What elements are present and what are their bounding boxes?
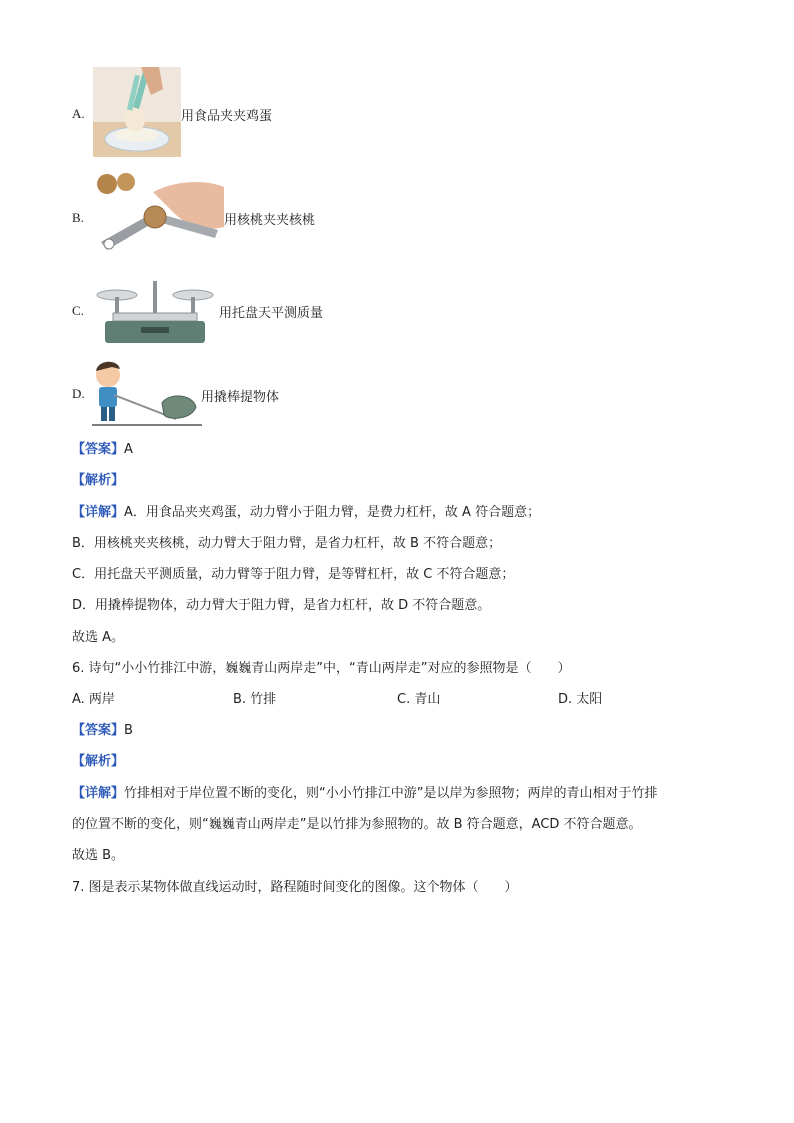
nutcracker-photo-icon <box>93 172 224 260</box>
q5-analysis-label: 【解析】 <box>72 473 125 488</box>
q5-detail-text-1: A．用食品夹夹鸡蛋，动力臂小于阻力臂，是费力杠杆，故 A 符合题意； <box>124 505 541 520</box>
q5-answer-value: A <box>124 442 133 457</box>
q6-detail-text-1: 竹排相对于岸位置不断的变化，则“小小竹排江中游”是以岸为参照物；两岸的青山相对于竹排 <box>124 786 658 801</box>
q6-answer-label: 【答案】 <box>72 723 125 738</box>
q6-answer-value: B <box>124 723 133 738</box>
q7-question: 7. 图是表示某物体做直线运动时，路程随时间变化的图像。这个物体（ ） <box>72 880 518 895</box>
q5-detail-label: 【详解】 <box>72 505 125 520</box>
q6-question: 6. 诗句“小小竹排江中游，巍巍青山两岸走”中，“青山两岸走”对应的参照物是（ ） <box>72 661 571 676</box>
tongs-egg-photo-icon <box>93 67 181 157</box>
q5-analysis-heading <box>72 472 124 490</box>
q6-conclusion: 故选 B。 <box>72 848 125 863</box>
option-c-letter: C. <box>72 303 84 318</box>
option-c-caption: 用托盘天平测质量 <box>219 306 324 321</box>
option-a-caption: 用食品夹夹鸡蛋 <box>181 109 273 124</box>
q5-detail-line-4: D．用撬棒提物体，动力臂大于阻力臂，是省力杠杆，故 D 不符合题意。 <box>72 598 491 613</box>
option-b-caption: 用核桃夹夹核桃 <box>224 213 316 228</box>
q6-analysis-label: 【解析】 <box>72 754 125 769</box>
q5-conclusion: 故选 A。 <box>72 630 125 645</box>
q6-choice-c: C. 青山 <box>397 692 441 707</box>
q6-detail-line-2: 的位置不断的变化，则“巍巍青山两岸走”是以竹排为参照物的。故 B 符合题意，ACD 不符合题意。 <box>72 817 642 832</box>
option-b-letter: B. <box>72 210 84 225</box>
boy-lever-drawing-icon <box>92 355 202 430</box>
option-a-letter: A. <box>72 106 85 121</box>
q5-answer-label: 【答案】 <box>72 442 125 457</box>
q6-detail-label: 【详解】 <box>72 786 125 801</box>
q5-detail-line-2: B．用核桃夹夹核桃，动力臂大于阻力臂，是省力杠杆，故 B 不符合题意； <box>72 536 502 551</box>
q6-detail-line-1 <box>72 785 658 803</box>
q5-detail-line-3: C．用托盘天平测质量，动力臂等于阻力臂，是等臂杠杆，故 C 不符合题意； <box>72 567 515 582</box>
q6-choice-a: A. 两岸 <box>72 692 115 707</box>
q5-detail-line-1 <box>72 504 540 522</box>
q6-analysis-heading <box>72 753 124 771</box>
q6-answer-line <box>72 722 133 740</box>
q6-choice-d: D. 太阳 <box>558 692 603 707</box>
q6-choice-b: B. 竹排 <box>233 692 277 707</box>
balance-scale-photo-icon <box>93 277 217 347</box>
option-d-caption: 用撬棒提物体 <box>201 390 280 405</box>
option-d-letter: D. <box>72 386 85 401</box>
q5-answer-line <box>72 441 133 459</box>
